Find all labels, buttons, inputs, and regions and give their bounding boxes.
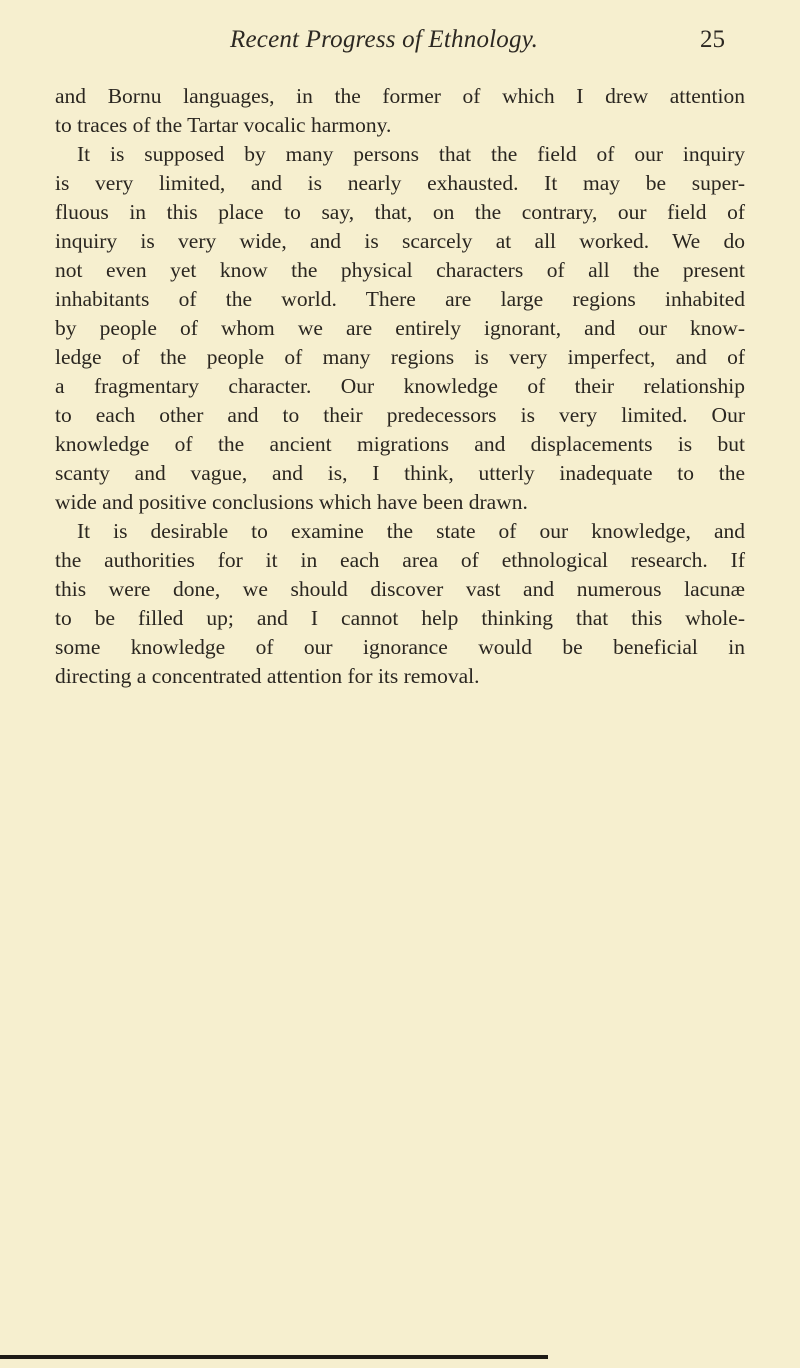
text-line: fluous in this place to say, that, on the contrary, our field of <box>55 200 745 224</box>
text-line: to be filled up; and I cannot help thinking that this whole- <box>55 606 745 630</box>
text-line: this were done, we should discover vast and numerous lacunæ <box>55 577 745 601</box>
text-line: not even yet know the physical characters of all the present <box>55 258 745 282</box>
running-head <box>0 16 800 56</box>
text-line: wide and positive conclusions which have been drawn. <box>55 490 528 514</box>
text-line: to traces of the Tartar vocalic harmony. <box>55 113 392 137</box>
text-line: by people of whom we are entirely ignorant, and our know- <box>55 316 745 340</box>
text-line: directing a concentrated attention for its removal. <box>55 664 480 688</box>
text-line: inquiry is very wide, and is scarcely at all worked. We do <box>55 229 745 253</box>
text-line: and Bornu languages, in the former of which I drew attention <box>55 84 745 108</box>
text-line: the authorities for it in each area of ethnological research. If <box>55 548 745 572</box>
text-line: is very limited, and is nearly exhausted. It may be super- <box>55 171 745 195</box>
page-bottom-rule <box>0 1355 548 1359</box>
text-line: knowledge of the ancient migrations and displacements is but <box>55 432 745 456</box>
text-line: ledge of the people of many regions is very imperfect, and of <box>55 345 745 369</box>
running-title: Recent Progress of Ethnology. <box>230 26 539 53</box>
paragraph-start-line: It is desirable to examine the state of our knowledge, and <box>77 519 745 543</box>
body-text <box>55 82 745 691</box>
text-line: scanty and vague, and is, I think, utterly inadequate to the <box>55 461 745 485</box>
text-line: some knowledge of our ignorance would be beneficial in <box>55 635 745 659</box>
paragraph-start-line: It is supposed by many persons that the field of our inquiry <box>77 142 745 166</box>
text-line: to each other and to their predecessors is very limited. Our <box>55 403 745 427</box>
text-line: a fragmentary character. Our knowledge of their relationship <box>55 374 745 398</box>
page-number: 25 <box>700 26 725 53</box>
text-line: inhabitants of the world. There are large regions inhabited <box>55 287 745 311</box>
